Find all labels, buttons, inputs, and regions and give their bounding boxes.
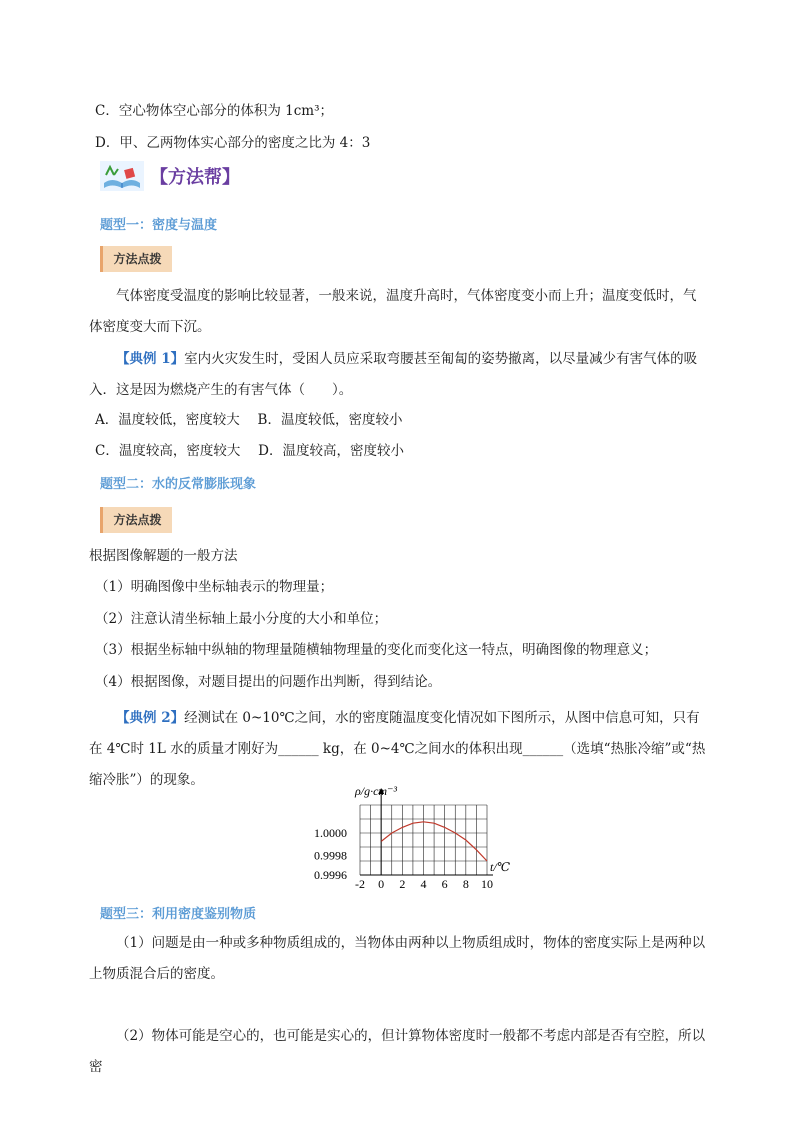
x-tick-label: 2 <box>399 877 406 891</box>
chart-axes <box>360 788 493 875</box>
type1-tip-badge: 方法点拨 <box>100 246 172 272</box>
method-section-header <box>100 160 240 192</box>
type1-example <box>89 344 709 406</box>
x-tick-label: 6 <box>441 877 448 891</box>
example1-options-row2: C．温度较高，密度较大 D．温度较高，密度较小 <box>95 443 404 459</box>
type2-step-1: （1）明确图像中坐标轴表示的物理量； <box>95 579 334 595</box>
x-tick-label: -2 <box>355 877 365 891</box>
y-tick-label: 0.9998 <box>314 848 347 863</box>
x-tick-label: 10 <box>481 877 493 891</box>
density-temperature-chart <box>300 785 540 895</box>
type3-paragraph-2: （2）物体可能是空心的，也可能是实心的，但计算物体密度时一般都不考虑内部是否有空腔，所以密 <box>89 1028 706 1075</box>
chart-ylabel: ρ/g·cm⁻³ <box>355 784 398 798</box>
example1-tag: 【典例 1】 <box>116 351 185 367</box>
example1-text: 室内火灾发生时，受困人员应采取弯腰甚至匍匐的姿势撤离，以尽量减少有害气体的吸入．这是因为燃烧产生的有害气体（ ）。 <box>89 351 698 398</box>
y-tick-label: 0.9996 <box>314 868 347 882</box>
method-section-title: 【方法帮】 <box>150 167 240 188</box>
book-icon <box>100 161 144 191</box>
type3-paragraph-1: （1）问题是由一种或多种物质组成的，当物体由两种以上物质组成时，物体的密度实际上是两种以上物质混合后的密度。 <box>89 935 706 982</box>
option-d: D．甲、乙两物体实心部分的密度之比为 4：3 <box>95 135 371 151</box>
example2-tag: 【典例 2】 <box>116 710 185 726</box>
type2-step-2: （2）注意认清坐标轴上最小分度的大小和单位； <box>95 611 388 627</box>
type2-intro: 根据图像解题的一般方法 <box>89 548 238 564</box>
type2-step-3: （3）根据坐标轴中纵轴的物理量随横轴物理量的变化而变化这一特点，明确图像的物理意义； <box>95 642 658 658</box>
type1-paragraph: 气体密度受温度的影响比较显著，一般来说，温度升高时，气体密度变小而上升；温度变低时，气体密度变大而下沉。 <box>89 288 697 335</box>
chart-ticks <box>314 826 493 891</box>
example1-options-row1: A．温度较低，密度较大 B．温度较低，密度较小 <box>95 412 403 428</box>
y-tick-label: 1.0000 <box>314 826 347 840</box>
type2-heading: 题型二：水的反常膨胀现象 <box>100 477 257 492</box>
type1-heading: 题型一：密度与温度 <box>100 218 218 233</box>
chart-xlabel: t/℃ <box>490 860 511 874</box>
x-tick-label: 8 <box>462 877 469 891</box>
example2-text: 经测试在 0~10℃之间，水的密度随温度变化情况如下图所示，从图中信息可知，只有在 4℃时 1L 水的质量才刚好为______ kg，在 0~4℃之间水的体积出现______（选填“热胀冷缩”或“热缩冷胀”）的现象。 <box>89 710 706 788</box>
type2-example <box>89 703 709 796</box>
type2-tip-badge: 方法点拨 <box>100 507 172 533</box>
x-tick-label: 4 <box>420 877 427 891</box>
type2-step-4: （4）根据图像，对题目提出的问题作出判断，得到结论。 <box>95 674 442 690</box>
x-tick-label: 0 <box>378 877 385 891</box>
chart-grid <box>360 805 487 875</box>
type3-heading: 题型三：利用密度鉴别物质 <box>100 907 257 922</box>
option-c: C．空心物体空心部分的体积为 1cm³； <box>95 103 333 119</box>
